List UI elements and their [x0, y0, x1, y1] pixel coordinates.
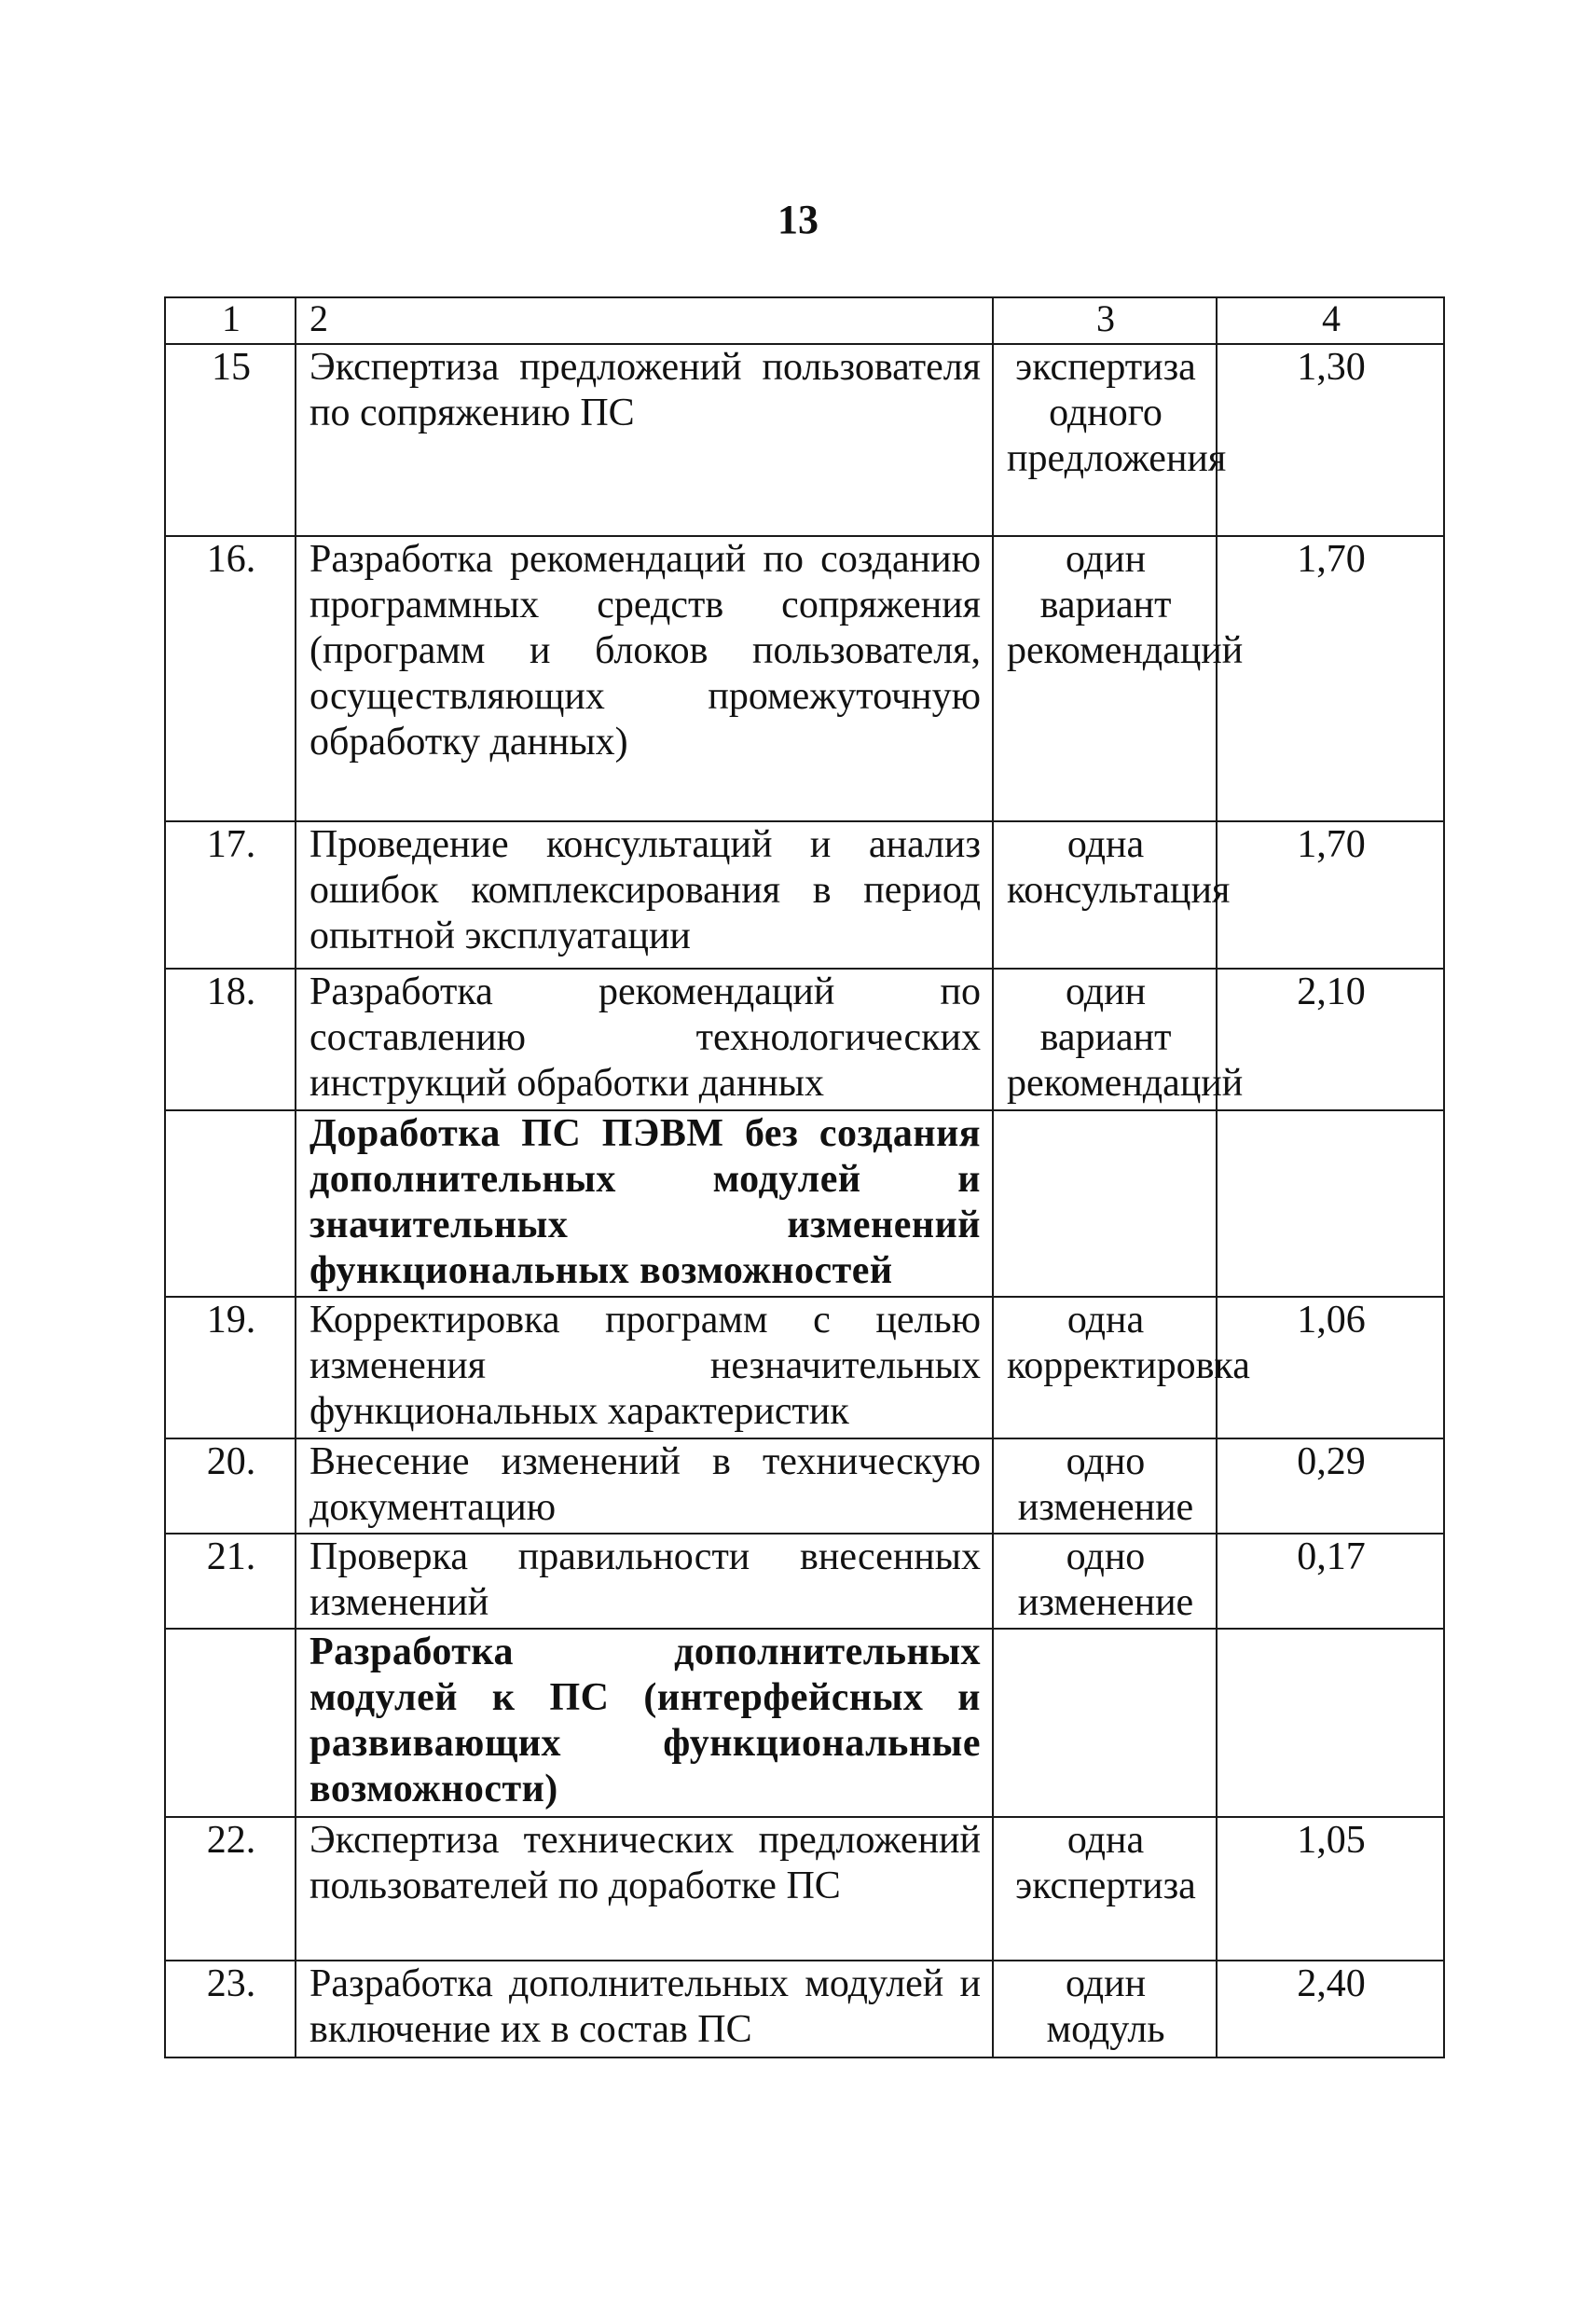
row-number	[165, 1110, 296, 1297]
row-description: Разработка рекомендаций по созданию программных средств сопряжения (программ и блоков пользователя, осуществляющих промежуточную обработку данных)	[296, 536, 993, 821]
row-number	[165, 1629, 296, 1817]
row-value: 1,05	[1217, 1817, 1444, 1961]
row-value	[1217, 1110, 1444, 1297]
table-row	[165, 1297, 1444, 1438]
row-unit: одна корректировка	[993, 1297, 1217, 1438]
row-number: 20.	[165, 1438, 296, 1534]
row-description: Разработка дополнительных модулей и включение их в состав ПС	[296, 1961, 993, 2057]
row-number: 19.	[165, 1297, 296, 1438]
row-number: 21.	[165, 1534, 296, 1629]
table-row	[165, 536, 1444, 821]
header-col-1: 1	[165, 297, 296, 344]
row-value: 1,70	[1217, 536, 1444, 821]
row-unit	[993, 1110, 1217, 1297]
row-number: 22.	[165, 1817, 296, 1961]
row-value: 0,29	[1217, 1438, 1444, 1534]
table-header-row	[165, 297, 1444, 344]
row-description: Экспертиза технических предложений пользователей по доработке ПС	[296, 1817, 993, 1961]
row-unit	[993, 1629, 1217, 1817]
header-col-2: 2	[296, 297, 993, 344]
row-description: Экспертиза предложений пользователя по сопряжению ПС	[296, 344, 993, 536]
row-number: 17.	[165, 821, 296, 969]
row-value: 2,40	[1217, 1961, 1444, 2057]
row-unit: одна консультация	[993, 821, 1217, 969]
norms-table	[164, 296, 1445, 2058]
section-heading-row	[165, 1110, 1444, 1297]
row-number: 16.	[165, 536, 296, 821]
section-heading: Доработка ПС ПЭВМ без создания дополнительных модулей и значительных изменений функциональных возможностей	[296, 1110, 993, 1297]
row-description: Проверка правильности внесенных изменений	[296, 1534, 993, 1629]
table-row	[165, 1438, 1444, 1534]
row-number: 18.	[165, 969, 296, 1110]
row-value: 1,70	[1217, 821, 1444, 969]
row-unit: один вариант рекомендаций	[993, 969, 1217, 1110]
section-heading-row	[165, 1629, 1444, 1817]
table-row	[165, 969, 1444, 1110]
row-number: 23.	[165, 1961, 296, 2057]
section-heading: Разработка дополнительных модулей к ПС (интерфейсных и развивающих функциональные возможности)	[296, 1629, 993, 1817]
row-value: 0,17	[1217, 1534, 1444, 1629]
page-number: 13	[777, 197, 819, 242]
row-unit: один модуль	[993, 1961, 1217, 2057]
row-unit: одно изменение	[993, 1534, 1217, 1629]
table-row	[165, 344, 1444, 536]
row-unit: одно изменение	[993, 1438, 1217, 1534]
row-unit: одна экспертиза	[993, 1817, 1217, 1961]
header-col-4: 4	[1217, 297, 1444, 344]
row-description: Корректировка программ с целью изменения незначительных функциональных характеристик	[296, 1297, 993, 1438]
row-unit: один вариант рекомендаций	[993, 536, 1217, 821]
row-number: 15	[165, 344, 296, 536]
table-row	[165, 1534, 1444, 1629]
table-row	[165, 1961, 1444, 2057]
table-row	[165, 1817, 1444, 1961]
row-unit: экспертиза одного предложения	[993, 344, 1217, 536]
row-value: 2,10	[1217, 969, 1444, 1110]
row-value: 1,06	[1217, 1297, 1444, 1438]
table-row	[165, 821, 1444, 969]
row-value: 1,30	[1217, 344, 1444, 536]
row-description: Внесение изменений в техническую документацию	[296, 1438, 993, 1534]
header-col-3: 3	[993, 297, 1217, 344]
row-value	[1217, 1629, 1444, 1817]
row-description: Проведение консультаций и анализ ошибок комплексирования в период опытной эксплуатации	[296, 821, 993, 969]
row-description: Разработка рекомендаций по составлению технологических инструкций обработки данных	[296, 969, 993, 1110]
